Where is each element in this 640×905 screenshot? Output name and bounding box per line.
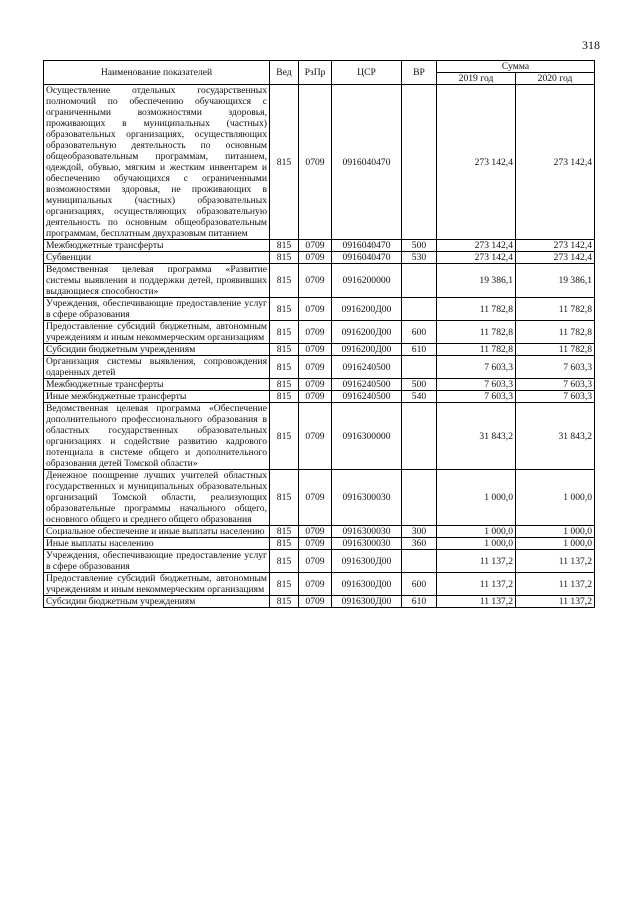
cell-vr [402,264,437,298]
header-ved: Вед [270,61,299,85]
cell-vr: 610 [402,596,437,608]
cell-name: Иные межбюджетные трансферты [44,391,270,403]
cell-sum-2020: 11 782,8 [516,344,595,356]
cell-sum-2020: 11 137,2 [516,596,595,608]
cell-rzpr: 0709 [299,379,332,391]
cell-sum-2020: 1 000,0 [516,526,595,538]
cell-ved: 815 [270,391,299,403]
table-body [44,85,595,608]
table-row [44,240,595,252]
table-row [44,379,595,391]
table-row [44,298,595,321]
cell-rzpr: 0709 [299,550,332,573]
cell-ved: 815 [270,85,299,240]
cell-csr: 0916300030 [332,526,402,538]
cell-sum-2020: 31 843,2 [516,403,595,470]
cell-csr: 0916200000 [332,264,402,298]
table-row [44,344,595,356]
header-sum: Сумма [437,61,595,73]
header-rzpr: РзПр [299,61,332,85]
cell-csr: 0916240500 [332,391,402,403]
cell-csr: 0916040470 [332,240,402,252]
cell-sum-2020: 7 603,3 [516,379,595,391]
cell-sum-2020: 273 142,4 [516,85,595,240]
cell-vr: 610 [402,344,437,356]
cell-csr: 0916200Д00 [332,298,402,321]
header-year-2020: 2020 год [516,73,595,85]
cell-csr: 0916040470 [332,252,402,264]
cell-sum-2019: 11 782,8 [437,321,516,344]
cell-rzpr: 0709 [299,298,332,321]
cell-csr: 0916240500 [332,379,402,391]
cell-sum-2019: 11 782,8 [437,344,516,356]
cell-rzpr: 0709 [299,85,332,240]
cell-ved: 815 [270,379,299,391]
table-row [44,573,595,596]
cell-csr: 0916300Д00 [332,596,402,608]
cell-sum-2019: 1 000,0 [437,538,516,550]
cell-csr: 0916300030 [332,470,402,526]
header-year-2019: 2019 год [437,73,516,85]
table-header [44,61,595,85]
cell-sum-2019: 11 137,2 [437,550,516,573]
cell-csr: 0916300Д00 [332,573,402,596]
cell-rzpr: 0709 [299,573,332,596]
cell-vr: 300 [402,526,437,538]
cell-sum-2019: 1 000,0 [437,470,516,526]
cell-sum-2020: 273 142,4 [516,240,595,252]
cell-csr: 0916300Д00 [332,550,402,573]
cell-sum-2020: 11 782,8 [516,321,595,344]
table-row [44,596,595,608]
cell-rzpr: 0709 [299,356,332,379]
cell-csr: 0916200Д00 [332,321,402,344]
cell-ved: 815 [270,298,299,321]
cell-ved: 815 [270,550,299,573]
cell-ved: 815 [270,252,299,264]
table-row [44,321,595,344]
cell-name: Социальное обеспечение и иные выплаты населению [44,526,270,538]
cell-name: Субвенции [44,252,270,264]
cell-name: Субсидии бюджетным учреждениям [44,344,270,356]
cell-vr: 360 [402,538,437,550]
page-number: 318 [582,38,600,52]
cell-csr: 0916300000 [332,403,402,470]
cell-ved: 815 [270,403,299,470]
cell-vr [402,356,437,379]
cell-sum-2020: 19 386,1 [516,264,595,298]
cell-sum-2019: 7 603,3 [437,379,516,391]
cell-name: Предоставление субсидий бюджетным, автономным учреждениям и иным некоммерческим организациям [44,321,270,344]
cell-name: Организация системы выявления, сопровождения одаренных детей [44,356,270,379]
cell-sum-2020: 7 603,3 [516,391,595,403]
cell-csr: 0916300030 [332,538,402,550]
cell-name: Ведомственная целевая программа «Развитие системы выявления и поддержки детей, проявивших выдающиеся способности» [44,264,270,298]
cell-vr [402,470,437,526]
cell-ved: 815 [270,344,299,356]
cell-ved: 815 [270,526,299,538]
cell-sum-2020: 11 137,2 [516,550,595,573]
cell-name: Учреждения, обеспечивающие предоставление услуг в сфере образования [44,550,270,573]
cell-sum-2019: 11 137,2 [437,596,516,608]
cell-name: Денежное поощрение лучших учителей областных государственных и муниципальных образовательных организаций Томской области, реализующих образовательные программы начального общего, основного общего и среднего общего образования [44,470,270,526]
cell-name: Межбюджетные трансферты [44,379,270,391]
cell-sum-2019: 19 386,1 [437,264,516,298]
header-vr: ВР [402,61,437,85]
table-row [44,252,595,264]
table-row [44,526,595,538]
cell-sum-2020: 11 782,8 [516,298,595,321]
cell-ved: 815 [270,596,299,608]
cell-ved: 815 [270,356,299,379]
cell-sum-2019: 11 782,8 [437,298,516,321]
cell-sum-2020: 11 137,2 [516,573,595,596]
budget-table [43,60,595,608]
cell-sum-2019: 11 137,2 [437,573,516,596]
table-row [44,391,595,403]
cell-sum-2019: 273 142,4 [437,252,516,264]
cell-rzpr: 0709 [299,470,332,526]
cell-sum-2020: 7 603,3 [516,356,595,379]
cell-vr: 530 [402,252,437,264]
cell-vr: 600 [402,321,437,344]
cell-csr: 0916200Д00 [332,344,402,356]
cell-vr: 500 [402,379,437,391]
cell-name: Учреждения, обеспечивающие предоставление услуг в сфере образования [44,298,270,321]
cell-rzpr: 0709 [299,321,332,344]
cell-name: Ведомственная целевая программа «Обеспечение дополнительного профессионального образования в областных государственных образовательных организациях и содействие развитию кадрового потенциала в системе общего и дополнительного образования детей Томской области» [44,403,270,470]
cell-ved: 815 [270,470,299,526]
table-row [44,264,595,298]
cell-rzpr: 0709 [299,252,332,264]
cell-vr [402,550,437,573]
cell-vr [402,403,437,470]
cell-name: Осуществление отдельных государственных полномочий по обеспечению обучающихся с ограниченными возможностями здоровья, проживающих в муниципальных (частных) образовательных организациях, осуществляющих образовательную деятельность по основным общеобразовательным программам, питанием, одеждой, обувью, мягким и жестким инвентарем и обеспечению обучающихся с ограниченными возможностями здоровья, не проживающих в муниципальных (частных) образовательных организациях, осуществляющих образовательную деятельность по основным общеобразовательным программам, бесплатным двухразовым питанием [44,85,270,240]
header-name: Наименование показателей [44,61,270,85]
cell-ved: 815 [270,538,299,550]
cell-rzpr: 0709 [299,596,332,608]
cell-sum-2019: 31 843,2 [437,403,516,470]
cell-rzpr: 0709 [299,391,332,403]
cell-sum-2019: 1 000,0 [437,526,516,538]
cell-vr: 500 [402,240,437,252]
cell-rzpr: 0709 [299,538,332,550]
header-csr: ЦСР [332,61,402,85]
table-row [44,538,595,550]
cell-vr [402,298,437,321]
cell-sum-2019: 7 603,3 [437,391,516,403]
cell-csr: 0916040470 [332,85,402,240]
cell-sum-2020: 273 142,4 [516,252,595,264]
cell-csr: 0916240500 [332,356,402,379]
cell-name: Межбюджетные трансферты [44,240,270,252]
cell-name: Субсидии бюджетным учреждениям [44,596,270,608]
cell-sum-2019: 273 142,4 [437,85,516,240]
cell-vr: 600 [402,573,437,596]
cell-ved: 815 [270,240,299,252]
cell-sum-2020: 1 000,0 [516,538,595,550]
table-row [44,403,595,470]
cell-ved: 815 [270,321,299,344]
cell-vr: 540 [402,391,437,403]
cell-rzpr: 0709 [299,264,332,298]
table-row [44,85,595,240]
cell-vr [402,85,437,240]
cell-name: Предоставление субсидий бюджетным, автономным учреждениям и иным некоммерческим организациям [44,573,270,596]
cell-name: Иные выплаты населению [44,538,270,550]
table-row [44,470,595,526]
cell-rzpr: 0709 [299,344,332,356]
cell-rzpr: 0709 [299,403,332,470]
table-row [44,356,595,379]
cell-sum-2020: 1 000,0 [516,470,595,526]
cell-sum-2019: 273 142,4 [437,240,516,252]
cell-rzpr: 0709 [299,526,332,538]
cell-sum-2019: 7 603,3 [437,356,516,379]
cell-rzpr: 0709 [299,240,332,252]
cell-ved: 815 [270,573,299,596]
cell-ved: 815 [270,264,299,298]
table-row [44,550,595,573]
